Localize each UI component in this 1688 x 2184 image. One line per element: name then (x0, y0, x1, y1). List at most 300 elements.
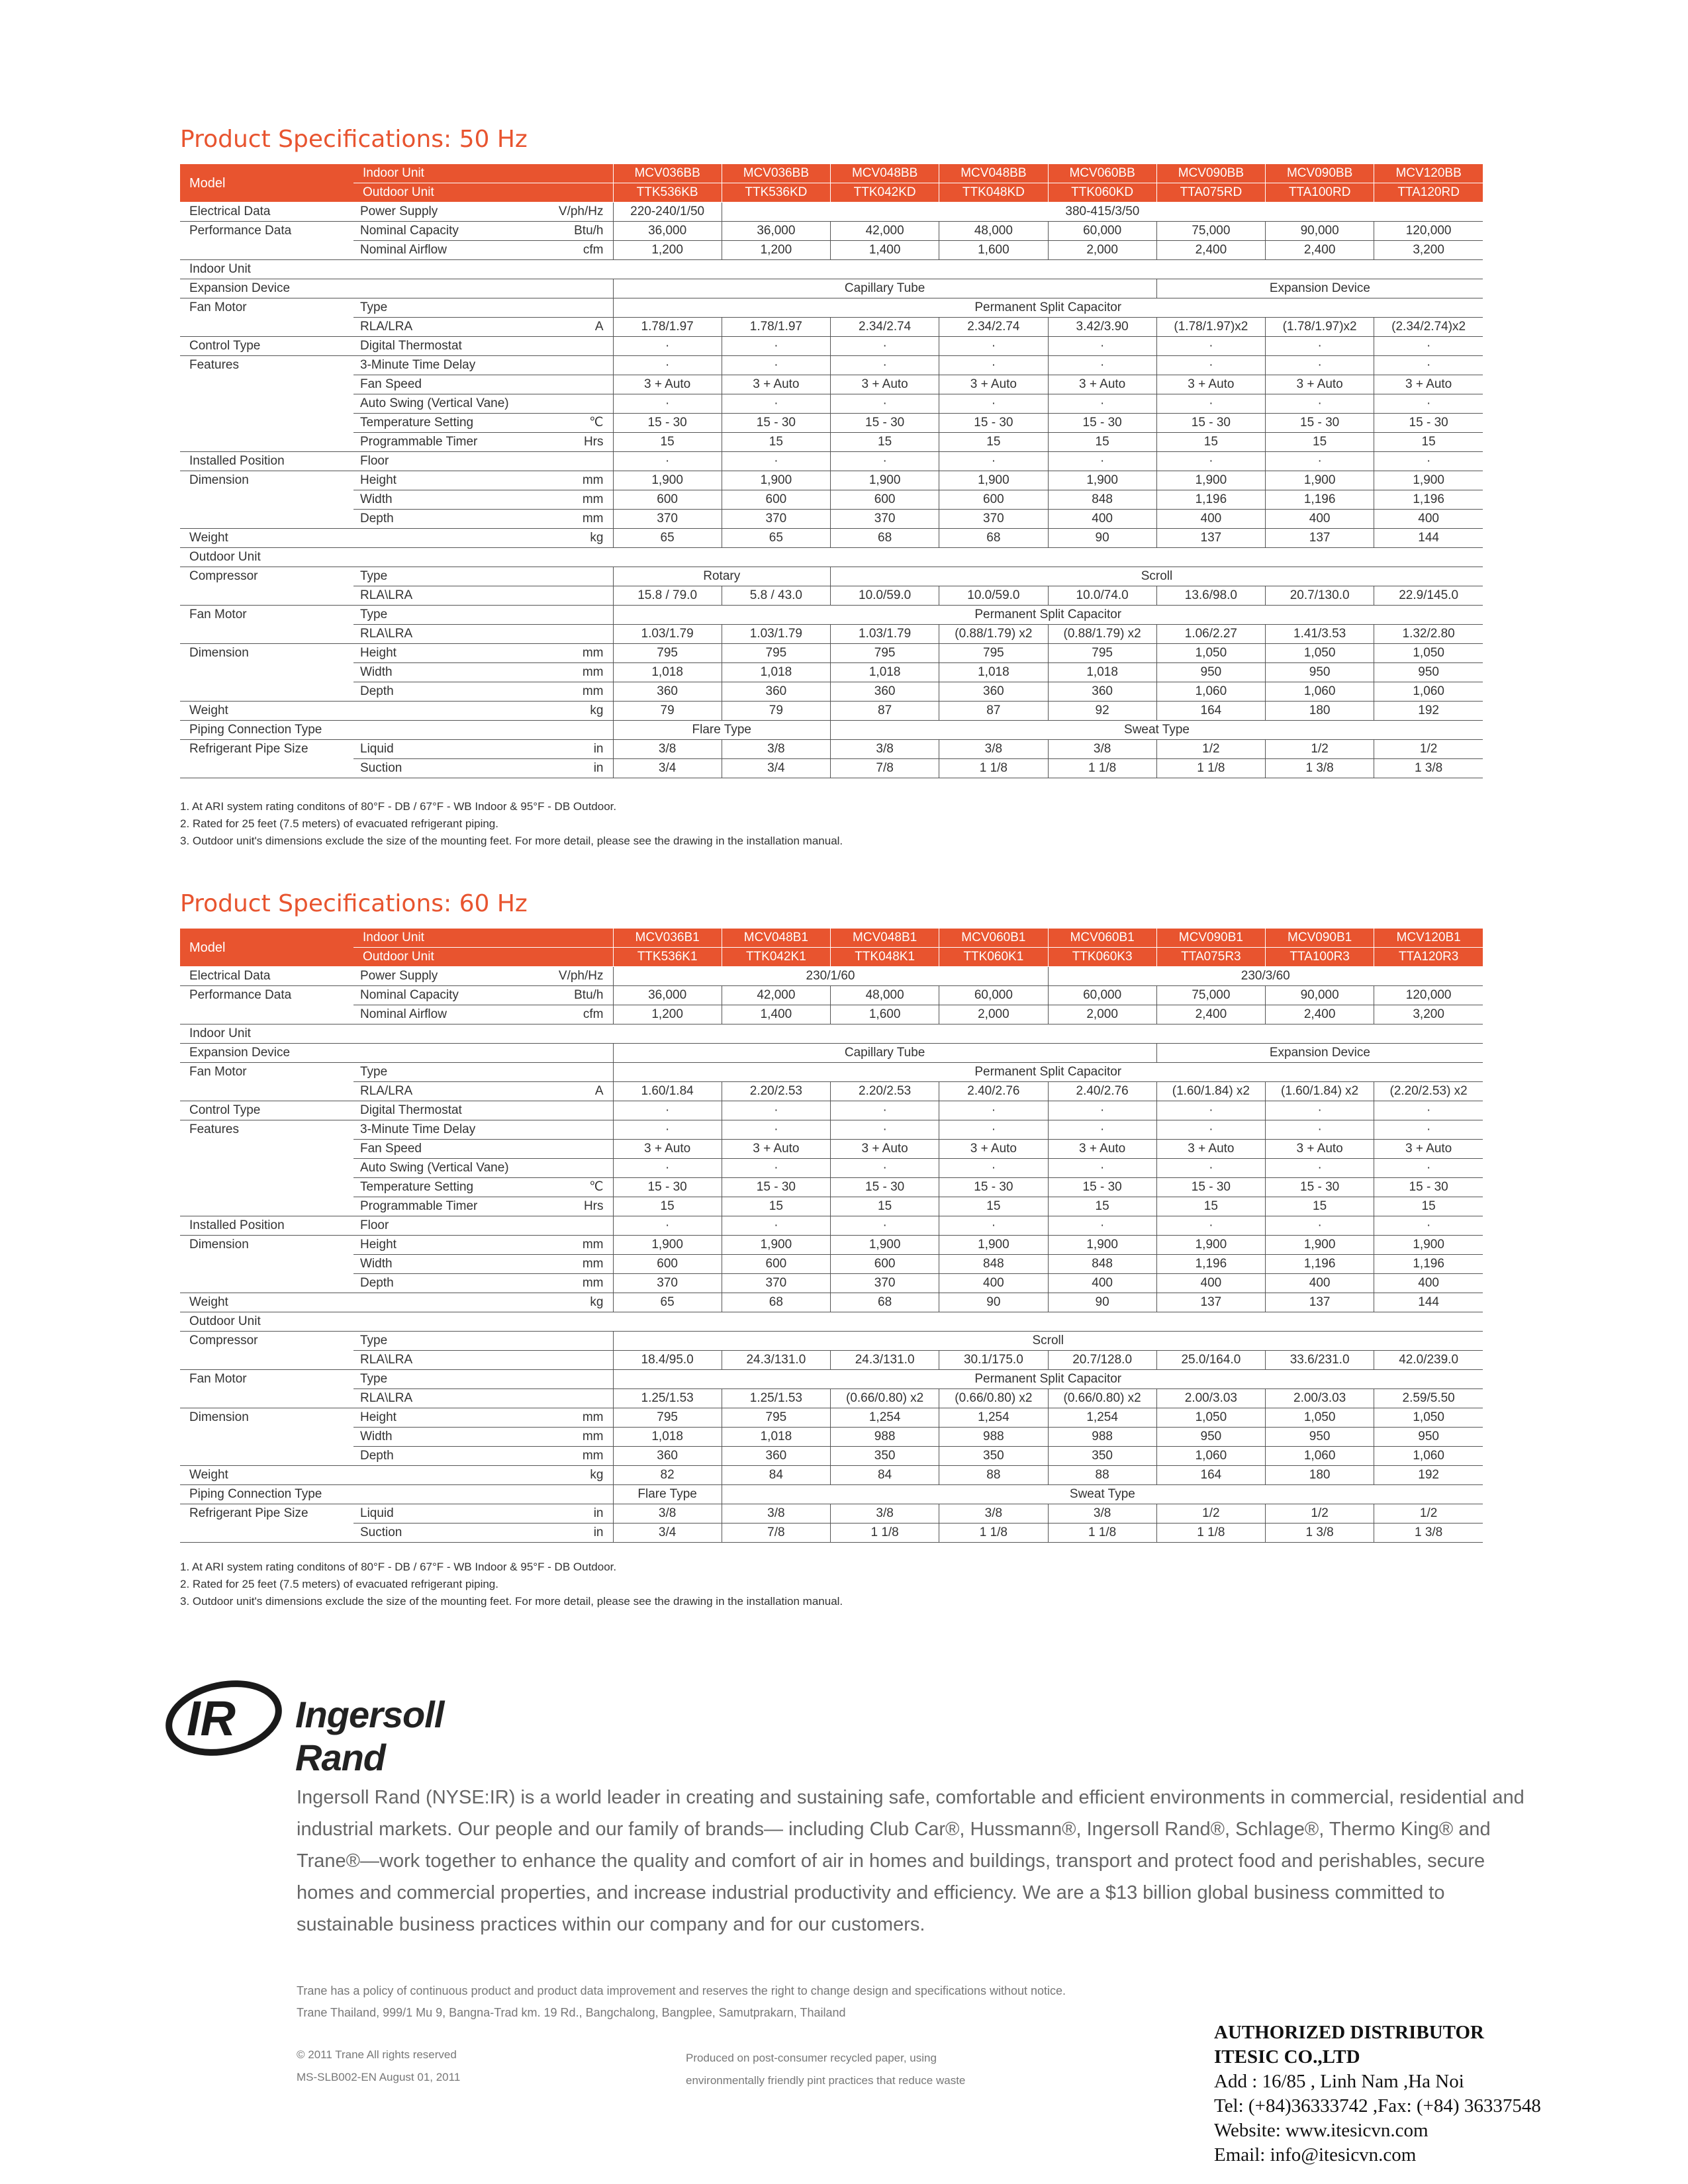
distributor-heading: AUTHORIZED DISTRIBUTOR (1214, 2022, 1484, 2043)
category-label: Performance Data (189, 988, 292, 1003)
category-label: Weight (180, 702, 353, 721)
spec-value: 1 1/8 (1156, 759, 1265, 778)
spec-value: (0.88/1.79) x2 (939, 625, 1048, 644)
policy-line: Trane has a policy of continuous product and product data improvement and reserves the right to change design and specifications without notice. (297, 1984, 1066, 1997)
item-label: Width (353, 663, 539, 682)
spec-value: · (1266, 1159, 1374, 1178)
spec-value: 2,400 (1156, 241, 1265, 260)
spec-value: 1.03/1.79 (613, 625, 722, 644)
unit-label: kg (539, 702, 613, 721)
spec-value: 87 (831, 702, 939, 721)
spec-value: 68 (722, 1293, 830, 1312)
group-heading: Outdoor Unit (180, 548, 1483, 567)
spec-value: 2.00/3.03 (1266, 1389, 1374, 1408)
spec-value: 15 - 30 (1374, 414, 1483, 433)
item-label: Type (353, 298, 539, 318)
item-label: Depth (353, 682, 539, 702)
spec-value: 988 (1048, 1428, 1156, 1447)
spec-value: 370 (939, 510, 1048, 529)
spec-value: 1.03/1.79 (831, 625, 939, 644)
spec-value: 1.78/1.97 (722, 318, 830, 337)
recycled-line-1: Produced on post-consumer recycled paper, using (686, 2052, 937, 2064)
spec-value: 1 3/8 (1374, 1524, 1483, 1543)
category-label: Installed Position (180, 1216, 353, 1236)
spec-value: 1,900 (613, 471, 722, 490)
group-heading: Indoor Unit (180, 1024, 1483, 1044)
category-label: Control Type (180, 1101, 353, 1120)
spec-value: 92 (1048, 702, 1156, 721)
spec-value: 2.59/5.50 (1374, 1389, 1483, 1408)
spec-value: 36,000 (613, 222, 722, 241)
spec-value: 1,050 (1374, 644, 1483, 663)
ir-logo-mark (163, 1678, 295, 1758)
category-label (180, 490, 353, 510)
item-label: RLA/LRA (353, 1082, 539, 1101)
unit-label (539, 1485, 613, 1504)
spec-value: 15 (613, 1197, 722, 1216)
outdoor-model-code: TTA075R3 (1156, 948, 1265, 967)
spec-value: · (831, 1120, 939, 1140)
spec-value: 370 (722, 510, 830, 529)
spec-value: 600 (939, 490, 1048, 510)
spec-value: 3 + Auto (613, 1140, 722, 1159)
spec-row (180, 1063, 1483, 1082)
category-label: Fan Motor (189, 1065, 247, 1079)
spec-value: · (939, 394, 1048, 414)
spec-value: 3 + Auto (831, 375, 939, 394)
spec-value: 360 (613, 1447, 722, 1466)
spec-value: 600 (613, 1255, 722, 1274)
spec-value: 3 + Auto (1374, 375, 1483, 394)
distributor-phone: Tel: (+84)36333742 ,Fax: (+84) 36337548 (1214, 2095, 1541, 2116)
footnote: 1. At ARI system rating conditons of 80°F - DB / 67°F - WB Indoor & 95°F - DB Outdoor. (180, 1561, 617, 1573)
spec-value: 3 + Auto (1266, 375, 1374, 394)
spec-value: 1 1/8 (831, 1524, 939, 1543)
spec-value: 15.8 / 79.0 (613, 586, 722, 606)
spec-value: 400 (1374, 510, 1483, 529)
brand-name: Ingersoll Rand (295, 1694, 444, 1778)
spec-value: 24.3/131.0 (831, 1351, 939, 1370)
unit-label: in (539, 759, 613, 778)
spec-value: 33.6/231.0 (1266, 1351, 1374, 1370)
spec-value: 350 (1048, 1447, 1156, 1466)
spec-value: 90 (1048, 1293, 1156, 1312)
unit-label: V/ph/Hz (539, 203, 613, 222)
spec-row (180, 1140, 1483, 1159)
indoor-model-code: MCV090BB (1266, 164, 1374, 183)
item-label: Nominal Airflow (353, 1005, 539, 1024)
footnote: 3. Outdoor unit's dimensions exclude the size of the mounting feet. For more detail, please see the drawing in the installation manual. (180, 835, 843, 847)
unit-label: in (539, 1524, 613, 1543)
spec-value: 1,900 (1266, 1236, 1374, 1255)
unit-label: A (539, 1082, 613, 1101)
spec-value: 3/8 (939, 1504, 1048, 1524)
spec-value: · (613, 1216, 722, 1236)
spec-row (180, 1274, 1483, 1293)
spec-value: 79 (613, 702, 722, 721)
spec-value: 400 (1156, 510, 1265, 529)
header-spacer (539, 164, 613, 183)
item-label: Depth (353, 1447, 539, 1466)
indoor-model-code: MCV060B1 (1048, 929, 1156, 948)
item-label: Power Supply (353, 203, 539, 222)
spec-value: 1,900 (1156, 471, 1265, 490)
spec-value: · (1374, 337, 1483, 356)
category-label: Piping Connection Type (180, 721, 353, 740)
spec-value: 600 (831, 1255, 939, 1274)
category-label (180, 394, 353, 414)
spec-value: 25.0/164.0 (1156, 1351, 1265, 1370)
spec-value: · (613, 1120, 722, 1140)
item-label (353, 1044, 539, 1063)
spec-row (180, 203, 1483, 222)
spec-value: 15 (1156, 433, 1265, 452)
category-label (180, 1389, 353, 1408)
spec-value: 3.42/3.90 (1048, 318, 1156, 337)
spec-value: 24.3/131.0 (722, 1351, 830, 1370)
spec-value: 15 - 30 (1156, 1178, 1265, 1197)
spec-row (180, 548, 1483, 567)
distributor-address: Add : 16/85 , Linh Nam ,Ha Noi (1214, 2071, 1464, 2092)
spec-value: · (831, 356, 939, 375)
spec-value: · (1156, 1159, 1265, 1178)
item-label: Height (353, 644, 539, 663)
spec-value: Rotary (613, 567, 831, 586)
spec-value: · (1048, 394, 1156, 414)
category-label (180, 1159, 353, 1178)
spec-value: 1/2 (1374, 740, 1483, 759)
spec-row (180, 298, 1483, 318)
spec-value: 1/2 (1156, 1504, 1265, 1524)
item-label: Suction (353, 1524, 539, 1543)
indoor-model-code: MCV120B1 (1374, 929, 1483, 948)
spec-value: · (1156, 337, 1265, 356)
spec-value: 360 (939, 682, 1048, 702)
spec-value: 795 (613, 644, 722, 663)
item-label: Depth (353, 1274, 539, 1293)
spec-value: · (722, 1120, 830, 1140)
unit-label (539, 375, 613, 394)
spec-value: · (722, 356, 830, 375)
spec-value: 75,000 (1156, 222, 1265, 241)
spec-row (180, 1370, 1483, 1389)
spec-value: 1,254 (1048, 1408, 1156, 1428)
spec-value: 950 (1266, 663, 1374, 682)
outdoor-unit-label: Outdoor Unit (353, 948, 539, 967)
unit-label: kg (539, 1293, 613, 1312)
spec-value: 15 (1266, 1197, 1374, 1216)
item-label (353, 721, 539, 740)
spec-value: · (1156, 356, 1265, 375)
category-label: Dimension (189, 646, 249, 660)
indoor-model-code: MCV090BB (1156, 164, 1265, 183)
spec-row (180, 1504, 1483, 1524)
spec-value: 2,400 (1156, 1005, 1265, 1024)
spec-value: 15 - 30 (1266, 414, 1374, 433)
spec-value: 2.34/2.74 (939, 318, 1048, 337)
item-label: Type (353, 1370, 539, 1389)
spec-value: 22.9/145.0 (1374, 586, 1483, 606)
spec-value: · (1156, 1120, 1265, 1140)
unit-label (539, 567, 613, 586)
spec-row (180, 759, 1483, 778)
spec-value: 3/8 (939, 740, 1048, 759)
indoor-model-code: MCV090B1 (1156, 929, 1265, 948)
distributor-email[interactable]: Email: info@itesicvn.com (1214, 2144, 1417, 2165)
spec-value: · (1266, 356, 1374, 375)
spec-value: 68 (831, 1293, 939, 1312)
spec-value: 137 (1156, 529, 1265, 548)
spec-value: 10.0/74.0 (1048, 586, 1156, 606)
spec-value: Expansion Device (1156, 1044, 1483, 1063)
spec-value: 1,600 (831, 1005, 939, 1024)
copyright: © 2011 Trane All rights reserved (297, 2048, 457, 2061)
category-label (180, 625, 353, 644)
spec-value: · (613, 337, 722, 356)
spec-value: 1,400 (831, 241, 939, 260)
spec-value: 1,050 (1156, 644, 1265, 663)
spec-value: · (1374, 452, 1483, 471)
spec-value: 950 (1156, 1428, 1265, 1447)
spec-value: 360 (722, 682, 830, 702)
spec-value: 15 (1266, 433, 1374, 452)
spec-value: (1.60/1.84) x2 (1156, 1082, 1265, 1101)
spec-row (180, 740, 1483, 759)
unit-label (539, 1159, 613, 1178)
category-label: Fan Motor (189, 1372, 247, 1387)
spec-notes-50hz (180, 798, 843, 850)
outdoor-model-code: TTK042K1 (722, 948, 830, 967)
spec-value: 75,000 (1156, 986, 1265, 1005)
spec-value: 1,600 (939, 241, 1048, 260)
spec-value: 192 (1374, 702, 1483, 721)
company-description: Ingersoll Rand (NYSE:IR) is a world leader in creating and sustaining safe, comfortable and efficient environments in commercial, residential and industrial markets. Our people and our family of brands— including Club Car®, Hussmann®, Ingersoll Rand®, Schlage®, Thermo King® and Trane®—work together to enhance the quality and comfort of air in homes and buildings, transport and protect food and perishables, secure homes and commercial properties, and increase industrial productivity and efficiency. We are a $13 billion global business committed to sustainable business practices within our company and for our customers. (297, 1787, 1524, 1935)
spec-value: 400 (1156, 1274, 1265, 1293)
spec-row (180, 1312, 1483, 1332)
spec-value: 3 + Auto (722, 375, 830, 394)
item-label: Nominal Capacity (353, 986, 539, 1005)
item-label: Liquid (353, 1504, 539, 1524)
spec-value: 65 (613, 1293, 722, 1312)
spec-value: 88 (1048, 1466, 1156, 1485)
spec-value: 1,900 (1156, 1236, 1265, 1255)
unit-label (539, 721, 613, 740)
spec-value: 1.32/2.80 (1374, 625, 1483, 644)
category-label: Weight (180, 1293, 353, 1312)
spec-value: 2,000 (939, 1005, 1048, 1024)
spec-value: (1.60/1.84) x2 (1266, 1082, 1374, 1101)
spec-value: 60,000 (1048, 222, 1156, 241)
category-label (180, 433, 353, 452)
category-label: Electrical Data (180, 203, 353, 222)
copyright-block (297, 2044, 460, 2089)
spec-value: 2.40/2.76 (1048, 1082, 1156, 1101)
spec-value: 42,000 (831, 222, 939, 241)
unit-label: mm (539, 1428, 613, 1447)
unit-label: ℃ (539, 1178, 613, 1197)
spec-row (180, 586, 1483, 606)
spec-value: 400 (939, 1274, 1048, 1293)
category-label: Features (189, 358, 239, 373)
spec-value: 1,900 (1048, 471, 1156, 490)
spec-value: · (722, 1216, 830, 1236)
spec-value: 15 - 30 (1156, 414, 1265, 433)
category-label: Installed Position (180, 452, 353, 471)
spec-value: 18.4/95.0 (613, 1351, 722, 1370)
spec-value: 988 (939, 1428, 1048, 1447)
spec-value: 82 (613, 1466, 722, 1485)
unit-label (539, 1351, 613, 1370)
outdoor-model-code: TTA100R3 (1266, 948, 1374, 967)
unit-label (539, 356, 613, 375)
spec-value: 3 + Auto (1156, 1140, 1265, 1159)
spec-value: 180 (1266, 702, 1374, 721)
spec-value: · (1266, 452, 1374, 471)
spec-value: 3/8 (613, 740, 722, 759)
spec-value: 3 + Auto (722, 1140, 830, 1159)
indoor-unit-label: Indoor Unit (353, 929, 539, 948)
spec-value: · (613, 452, 722, 471)
spec-value: 1/2 (1266, 740, 1374, 759)
item-label: 3-Minute Time Delay (353, 1120, 539, 1140)
indoor-unit-label: Indoor Unit (353, 164, 539, 183)
spec-value: 15 (1156, 1197, 1265, 1216)
spec-value: Flare Type (613, 1485, 722, 1504)
spec-value: 1 1/8 (939, 759, 1048, 778)
spec-value: 1,050 (1156, 1408, 1265, 1428)
outdoor-model-code: TTK042KD (831, 183, 939, 203)
spec-row (180, 1332, 1483, 1351)
spec-row (180, 356, 1483, 375)
spec-row (180, 1428, 1483, 1447)
outdoor-model-code: TTA100RD (1266, 183, 1374, 203)
spec-value: 795 (722, 1408, 830, 1428)
spec-row (180, 490, 1483, 510)
spec-value: 65 (613, 529, 722, 548)
footnote: 2. Rated for 25 feet (7.5 meters) of evacuated refrigerant piping. (180, 1578, 498, 1590)
indoor-model-code: MCV120BB (1374, 164, 1483, 183)
spec-row (180, 279, 1483, 298)
unit-label: mm (539, 1408, 613, 1428)
document-code: MS-SLB002-EN August 01, 2011 (297, 2071, 461, 2083)
spec-value: 1,018 (1048, 663, 1156, 682)
unit-label (539, 1389, 613, 1408)
spec-row (180, 1255, 1483, 1274)
item-label: Floor (353, 1216, 539, 1236)
spec-row (180, 1120, 1483, 1140)
spec-row (180, 1044, 1483, 1063)
outdoor-model-code: TTK536K1 (613, 948, 722, 967)
unit-label (539, 1120, 613, 1140)
spec-value: 15 (1374, 1197, 1483, 1216)
spec-value: 3 + Auto (1266, 1140, 1374, 1159)
outdoor-model-code: TTK060KD (1048, 183, 1156, 203)
spec-row (180, 1466, 1483, 1485)
spec-value: 3 + Auto (1048, 1140, 1156, 1159)
spec-value: 15 - 30 (939, 414, 1048, 433)
spec-value: 3/4 (613, 1524, 722, 1543)
spec-value: Sweat Type (722, 1485, 1483, 1504)
item-label: Width (353, 490, 539, 510)
item-label: Temperature Setting (353, 1178, 539, 1197)
spec-value: 90,000 (1266, 222, 1374, 241)
spec-value: 1.60/1.84 (613, 1082, 722, 1101)
spec-value: 20.7/130.0 (1266, 586, 1374, 606)
spec-value: 848 (1048, 490, 1156, 510)
category-label: Performance Data (189, 224, 292, 238)
spec-value: 15 - 30 (831, 414, 939, 433)
spec-value: · (1048, 1159, 1156, 1178)
spec-value: 988 (831, 1428, 939, 1447)
spec-value: · (1156, 394, 1265, 414)
spec-value: (0.66/0.80) x2 (939, 1389, 1048, 1408)
spec-row (180, 1082, 1483, 1101)
spec-value: 137 (1156, 1293, 1265, 1312)
spec-value: 120,000 (1374, 986, 1483, 1005)
spec-value: 360 (831, 682, 939, 702)
spec-value: 3/4 (722, 759, 830, 778)
item-label: RLA\LRA (353, 1351, 539, 1370)
spec-value: 90 (939, 1293, 1048, 1312)
spec-value: 950 (1374, 1428, 1483, 1447)
category-label (180, 241, 353, 260)
category-label: Dimension (189, 1238, 249, 1252)
spec-row (180, 414, 1483, 433)
spec-value: 3/4 (613, 759, 722, 778)
spec-value: 370 (831, 510, 939, 529)
spec-value: · (1374, 1120, 1483, 1140)
spec-value: 48,000 (939, 222, 1048, 241)
category-label (180, 1197, 353, 1216)
spec-value: 15 - 30 (613, 1178, 722, 1197)
distributor-website[interactable]: Website: www.itesicvn.com (1214, 2120, 1429, 2141)
spec-value: · (1374, 394, 1483, 414)
spec-row (180, 222, 1483, 241)
spec-value: 360 (722, 1447, 830, 1466)
indoor-model-code: MCV036BB (722, 164, 830, 183)
spec-value: · (939, 1120, 1048, 1140)
item-label: Height (353, 1408, 539, 1428)
item-label (353, 1293, 539, 1312)
item-label (353, 529, 539, 548)
spec-row (180, 1524, 1483, 1543)
item-label: Fan Speed (353, 1140, 539, 1159)
unit-label (539, 1332, 613, 1351)
spec-row (180, 375, 1483, 394)
spec-value: 1,200 (722, 241, 830, 260)
spec-value: 1,060 (1156, 682, 1265, 702)
unit-label: mm (539, 510, 613, 529)
spec-value: · (1048, 1120, 1156, 1140)
spec-value: 1/2 (1156, 740, 1265, 759)
spec-value: 15 - 30 (1374, 1178, 1483, 1197)
category-label: Weight (180, 1466, 353, 1485)
category-label (180, 1140, 353, 1159)
item-label: Type (353, 567, 539, 586)
spec-value: Capillary Tube (613, 1044, 1156, 1063)
spec-value: · (939, 1101, 1048, 1120)
unit-label: cfm (539, 1005, 613, 1024)
unit-label: ℃ (539, 414, 613, 433)
header-spacer (539, 929, 613, 948)
spec-value: 90,000 (1266, 986, 1374, 1005)
spec-value: 600 (722, 1255, 830, 1274)
recycled-line-2: environmentally friendly pint practices that reduce waste (686, 2074, 966, 2087)
spec-value: 2,400 (1266, 1005, 1374, 1024)
spec-value: 230/1/60 (613, 967, 1048, 986)
outdoor-model-code: TTK060K1 (939, 948, 1048, 967)
spec-value: 2.34/2.74 (831, 318, 939, 337)
